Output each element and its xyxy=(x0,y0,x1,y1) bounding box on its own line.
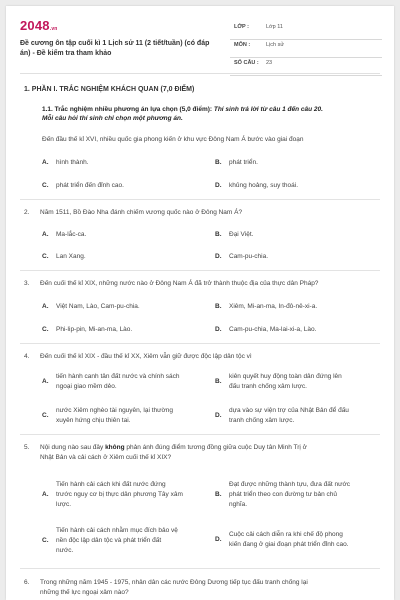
meta-value: Lớp 11 xyxy=(266,24,283,30)
option-letter: B. xyxy=(215,231,222,238)
document-title: Đề cương ôn tập cuối kì 1 Lịch sử 11 (2 tiết/tuần) (có đáp án) - Đề kiểm tra tham khảo xyxy=(20,40,210,57)
meta-value: 23 xyxy=(266,60,273,66)
question-6 xyxy=(24,578,374,598)
sub-heading-note: Mỗi câu hỏi thí sinh chỉ chọn một phương án. xyxy=(42,115,183,122)
question-5 xyxy=(24,443,374,463)
option-text: ngoại giao mềm dẻo. xyxy=(56,383,117,390)
sub-heading xyxy=(42,105,362,123)
option-text: Việt Nam, Lào, Cam-pu-chia. xyxy=(56,303,140,310)
option-text: Lan Xang. xyxy=(56,253,86,260)
question-divider xyxy=(20,199,380,200)
question-4-option-c[interactable] xyxy=(42,406,207,426)
question-4-option-b[interactable] xyxy=(215,372,380,392)
question-5-option-d[interactable] xyxy=(215,530,385,554)
option-text: tiến hành canh tân đất nước và chính sách xyxy=(56,373,180,380)
option-text: xuyên hứng chịu thiên tai. xyxy=(56,417,131,424)
option-text: Tiến hành cải cách khi đất nước đứng xyxy=(56,481,166,488)
header-divider xyxy=(20,73,380,74)
question-stem: Đến cuối thế kỉ XIX, những nước nào ở Đông Nam Á đã trở thành thuộc địa của thực dân Pháp? xyxy=(40,280,319,287)
stem-text: phản ánh đúng điểm tương đồng giữa cuộc Duy tân Minh Trị ở xyxy=(124,444,307,451)
option-text: nghĩa. xyxy=(229,501,248,508)
option-letter: A. xyxy=(42,159,49,166)
option-letter: A. xyxy=(42,491,49,498)
question-stem xyxy=(40,443,380,453)
question-divider xyxy=(20,434,380,435)
question-stem-line-2: những thế lực ngoại xâm nào? xyxy=(40,589,129,596)
sub-heading-instruction: Thí sinh trả lời từ câu 1 đến câu 20. xyxy=(212,106,323,113)
option-text: kiên quyết huy động toàn dân đứng lên xyxy=(229,373,342,380)
question-divider xyxy=(20,270,380,271)
option-text: nước. xyxy=(56,547,74,554)
question-stem: Đến cuối thế kỉ XIX - đầu thế kỉ XX, Xiêm vẫn giữ được độc lập dân tộc vì xyxy=(40,353,252,360)
question-number: 4. xyxy=(24,353,30,360)
question-5-option-a[interactable] xyxy=(42,480,212,510)
option-letter: D. xyxy=(215,326,222,333)
question-4-option-a[interactable] xyxy=(42,372,207,392)
option-text: phát triển đến đỉnh cao. xyxy=(56,182,124,189)
option-letter: D. xyxy=(215,182,222,189)
option-letter: C. xyxy=(42,326,49,333)
option-letter: A. xyxy=(42,378,49,385)
stem-text: Nội dung nào sau đây xyxy=(40,444,106,451)
option-text: kiến đang ở giai đoạn phát triển đỉnh cao. xyxy=(229,541,349,548)
option-text: Cam-pu-chia. xyxy=(229,253,269,260)
sub-heading-label: 1.1. Trắc nghiệm nhiều phương án lựa chọn (5,0 điểm): xyxy=(42,106,213,113)
section-heading: 1. PHẦN I. TRẮC NGHIỆM KHÁCH QUAN (7,0 ĐIỂM) xyxy=(24,86,195,93)
option-text: Đại Việt. xyxy=(229,231,254,238)
question-divider xyxy=(20,343,380,344)
option-text: Tiến hành cải cách nhằm mục đích bảo vệ xyxy=(56,527,178,534)
option-letter: D. xyxy=(215,536,222,543)
option-letter: B. xyxy=(215,491,222,498)
option-text: Phi-lip-pin, Mi-an-ma, Lào. xyxy=(56,326,133,333)
option-text: phát triển theo con đường tư bản chủ xyxy=(229,491,338,498)
question-5-option-c[interactable] xyxy=(42,526,212,556)
option-letter: D. xyxy=(215,412,222,419)
question-number: 3. xyxy=(24,280,30,287)
option-letter: D. xyxy=(215,253,222,260)
option-text: khủng hoảng, suy thoái. xyxy=(229,182,299,189)
meta-label: MÔN : xyxy=(234,42,251,48)
option-text: Ma-lắc-ca. xyxy=(56,231,87,238)
meta-label: LỚP : xyxy=(234,24,249,30)
option-text: nền độc lập dân tộc và phát triển đất xyxy=(56,537,162,544)
option-letter: C. xyxy=(42,182,49,189)
logo-text: 2048 xyxy=(20,18,50,33)
option-text: Đạt được những thành tựu, đưa đất nước xyxy=(229,481,350,488)
option-text: lược. xyxy=(56,501,72,508)
site-logo[interactable] xyxy=(20,18,58,33)
meta-label: SỐ CÂU : xyxy=(234,60,259,66)
logo-suffix: .vn xyxy=(49,26,58,32)
question-number: 2. xyxy=(24,209,30,216)
question-divider xyxy=(20,568,380,569)
option-letter: C. xyxy=(42,253,49,260)
option-text: trước nguy cơ bị thực dân phương Tây xâm xyxy=(56,491,183,498)
question-4-option-d[interactable] xyxy=(215,406,380,426)
option-letter: A. xyxy=(42,303,49,310)
meta-table xyxy=(230,22,382,76)
option-letter: C. xyxy=(42,537,49,544)
question-number: 6. xyxy=(24,579,30,586)
option-text: Cam-pu-chia, Ma-lai-xi-a, Lào. xyxy=(229,326,317,333)
option-text: Xiêm, Mi-an-ma, In-đô-nê-xi-a. xyxy=(229,303,318,310)
question-stem: Trong những năm 1945 - 1975, nhân dân các nước Đông Dương tiếp tục đấu tranh chống lại xyxy=(40,579,308,586)
meta-value: Lịch sử xyxy=(266,42,285,48)
meta-row-class xyxy=(230,22,382,40)
option-text: phát triển. xyxy=(229,159,258,166)
option-text: tranh chống xâm lược. xyxy=(229,417,295,424)
option-letter: B. xyxy=(215,159,222,166)
stem-emphasis: không xyxy=(105,444,125,451)
option-text: đấu tranh chống xâm lược. xyxy=(229,383,307,390)
question-number: 5. xyxy=(24,444,30,451)
option-text: nước Xiêm nghèo tài nguyên, lại thường xyxy=(56,407,173,414)
document-page xyxy=(6,6,394,600)
question-stem: Năm 1511, Bồ Đào Nha đánh chiếm vương quốc nào ở Đông Nam Á? xyxy=(40,209,243,216)
option-letter: C. xyxy=(42,412,49,419)
option-letter: B. xyxy=(215,378,222,385)
question-5-option-b[interactable] xyxy=(215,480,385,510)
option-text: dựa vào sự viện trợ của Nhật Bản để đấu xyxy=(229,407,349,414)
question-stem-line-2: Nhật Bản và cải cách ở Xiêm cuối thế kỉ XIX? xyxy=(40,454,172,461)
question-1-stem: Đến đầu thế kỉ XVI, nhiều quốc gia phong kiến ở khu vực Đông Nam Á bước vào giai đoạn xyxy=(42,136,304,143)
option-letter: A. xyxy=(42,231,49,238)
option-text: Cuộc cải cách diễn ra khi chế độ phong xyxy=(229,531,343,538)
option-letter: B. xyxy=(215,303,222,310)
option-text: hình thành. xyxy=(56,159,89,166)
meta-row-subject xyxy=(230,40,382,58)
